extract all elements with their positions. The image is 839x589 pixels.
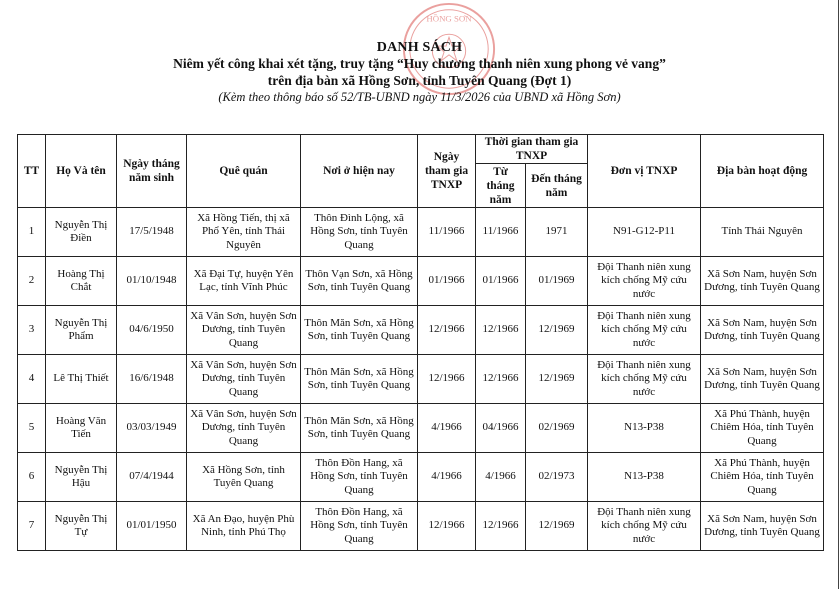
cell-area: Xã Sơn Nam, huyện Sơn Dương, tỉnh Tuyên Quang xyxy=(701,306,824,355)
cell-residence: Thôn Vạn Sơn, xã Hồng Sơn, tỉnh Tuyên Quang xyxy=(301,257,418,306)
cell-residence: Thôn Đồn Hang, xã Hồng Sơn, tỉnh Tuyên Quang xyxy=(301,502,418,551)
cell-join-date: 4/1966 xyxy=(418,404,476,453)
cell-residence: Thôn Đình Lộng, xã Hồng Sơn, tỉnh Tuyên Quang xyxy=(301,208,418,257)
cell-residence: Thôn Đồn Hang, xã Hồng Sơn, tỉnh Tuyên Quang xyxy=(301,453,418,502)
cell-hometown: Xã Vân Sơn, huyện Sơn Dương, tỉnh Tuyên Quang xyxy=(187,355,301,404)
header-period-group: Thời gian tham gia TNXP xyxy=(476,135,588,164)
cell-area: Xã Phú Thành, huyện Chiêm Hóa, tỉnh Tuyên Quang xyxy=(701,453,824,502)
cell-dob: 16/6/1948 xyxy=(117,355,187,404)
cell-tt: 7 xyxy=(18,502,46,551)
cell-join-date: 12/1966 xyxy=(418,502,476,551)
svg-text:HỒNG SƠN: HỒNG SƠN xyxy=(426,13,472,24)
cell-tt: 1 xyxy=(18,208,46,257)
table-header xyxy=(18,135,824,208)
table-row xyxy=(18,404,824,453)
cell-tt: 6 xyxy=(18,453,46,502)
cell-join-date: 11/1966 xyxy=(418,208,476,257)
cell-unit: Đội Thanh niên xung kích chống Mỹ cứu nước xyxy=(588,306,701,355)
cell-residence: Thôn Măn Sơn, xã Hồng Sơn, tỉnh Tuyên Quang xyxy=(301,404,418,453)
cell-name: Lê Thị Thiết xyxy=(46,355,117,404)
cell-tt: 3 xyxy=(18,306,46,355)
cell-name: Nguyễn Thị Hậu xyxy=(46,453,117,502)
cell-from: 04/1966 xyxy=(476,404,526,453)
document-title: DANH SÁCH xyxy=(376,40,463,55)
cell-dob: 03/03/1949 xyxy=(117,404,187,453)
cell-to: 02/1969 xyxy=(526,404,588,453)
cell-to: 12/1969 xyxy=(526,306,588,355)
cell-join-date: 01/1966 xyxy=(418,257,476,306)
cell-from: 12/1966 xyxy=(476,355,526,404)
cell-area: Xã Sơn Nam, huyện Sơn Dương, tỉnh Tuyên Quang xyxy=(701,502,824,551)
header-area: Địa bàn hoạt động xyxy=(701,135,824,208)
cell-from: 01/1966 xyxy=(476,257,526,306)
header-name: Họ Và tên xyxy=(46,135,117,208)
cell-area: Xã Sơn Nam, huyện Sơn Dương, tỉnh Tuyên Quang xyxy=(701,355,824,404)
document-subtitle-line2: trên địa bàn xã Hồng Sơn, tỉnh Tuyên Quang (Đợt 1) xyxy=(267,73,572,88)
cell-dob: 07/4/1944 xyxy=(117,453,187,502)
cell-unit: Đội Thanh niên xung kích chống Mỹ cứu nước xyxy=(588,355,701,404)
cell-unit: Đội Thanh niên xung kích chống Mỹ cứu nước xyxy=(588,502,701,551)
table-row xyxy=(18,208,824,257)
cell-to: 12/1969 xyxy=(526,355,588,404)
cell-to: 1971 xyxy=(526,208,588,257)
cell-join-date: 4/1966 xyxy=(418,453,476,502)
cell-hometown: Xã Hồng Sơn, tỉnh Tuyên Quang xyxy=(187,453,301,502)
cell-hometown: Xã Đại Tự, huyện Yên Lạc, tỉnh Vĩnh Phúc xyxy=(187,257,301,306)
header-unit: Đơn vị TNXP xyxy=(588,135,701,208)
cell-name: Hoàng Văn Tiến xyxy=(46,404,117,453)
cell-unit: N13-P38 xyxy=(588,404,701,453)
header-residence: Nơi ở hiện nay xyxy=(301,135,418,208)
cell-hometown: Xã Vân Sơn, huyện Sơn Dương, tỉnh Tuyên Quang xyxy=(187,306,301,355)
cell-tt: 4 xyxy=(18,355,46,404)
header-tt: TT xyxy=(18,135,46,208)
cell-name: Nguyễn Thị Phẩm xyxy=(46,306,117,355)
cell-hometown: Xã Hồng Tiến, thị xã Phổ Yên, tỉnh Thái Nguyên xyxy=(187,208,301,257)
table-body xyxy=(18,208,824,551)
cell-from: 12/1966 xyxy=(476,502,526,551)
cell-name: Hoàng Thị Chắt xyxy=(46,257,117,306)
cell-area: Xã Sơn Nam, huyện Sơn Dương, tỉnh Tuyên Quang xyxy=(701,257,824,306)
header-hometown: Quê quán xyxy=(187,135,301,208)
cell-name: Nguyễn Thị Tự xyxy=(46,502,117,551)
cell-dob: 17/5/1948 xyxy=(117,208,187,257)
cell-tt: 2 xyxy=(18,257,46,306)
table-row xyxy=(18,257,824,306)
header-dob: Ngày tháng năm sinh xyxy=(117,135,187,208)
cell-dob: 04/6/1950 xyxy=(117,306,187,355)
cell-tt: 5 xyxy=(18,404,46,453)
document-reference-note: (Kèm theo thông báo số 52/TB-UBND ngày 11/3/2026 của UBND xã Hồng Sơn) xyxy=(218,90,621,104)
cell-area: Tỉnh Thái Nguyên xyxy=(701,208,824,257)
table-row xyxy=(18,502,824,551)
header-join-date: Ngày tham gia TNXP xyxy=(418,135,476,208)
cell-to: 12/1969 xyxy=(526,502,588,551)
cell-residence: Thôn Măn Sơn, xã Hồng Sơn, tỉnh Tuyên Quang xyxy=(301,306,418,355)
document-header xyxy=(0,40,839,105)
cell-to: 02/1973 xyxy=(526,453,588,502)
cell-hometown: Xã An Đạo, huyện Phù Ninh, tỉnh Phú Thọ xyxy=(187,502,301,551)
cell-name: Nguyễn Thị Điền xyxy=(46,208,117,257)
cell-join-date: 12/1966 xyxy=(418,355,476,404)
table-row xyxy=(18,306,824,355)
cell-from: 4/1966 xyxy=(476,453,526,502)
cell-dob: 01/01/1950 xyxy=(117,502,187,551)
document-subtitle-line1: Niêm yết công khai xét tặng, truy tặng “Huy chương thanh niên xung phong vẻ vang” xyxy=(173,56,666,71)
table-row xyxy=(18,453,824,502)
cell-from: 11/1966 xyxy=(476,208,526,257)
cell-residence: Thôn Măn Sơn, xã Hồng Sơn, tỉnh Tuyên Quang xyxy=(301,355,418,404)
cell-unit: N91-G12-P11 xyxy=(588,208,701,257)
header-from: Từ tháng năm xyxy=(476,164,526,208)
cell-unit: N13-P38 xyxy=(588,453,701,502)
cell-dob: 01/10/1948 xyxy=(117,257,187,306)
cell-unit: Đội Thanh niên xung kích chống Mỹ cứu nước xyxy=(588,257,701,306)
cell-to: 01/1969 xyxy=(526,257,588,306)
cell-area: Xã Phú Thành, huyện Chiêm Hóa, tỉnh Tuyên Quang xyxy=(701,404,824,453)
cell-join-date: 12/1966 xyxy=(418,306,476,355)
table-row xyxy=(18,355,824,404)
header-to: Đến tháng năm xyxy=(526,164,588,208)
candidate-list-table xyxy=(17,134,824,551)
cell-from: 12/1966 xyxy=(476,306,526,355)
cell-hometown: Xã Vân Sơn, huyện Sơn Dương, tỉnh Tuyên Quang xyxy=(187,404,301,453)
